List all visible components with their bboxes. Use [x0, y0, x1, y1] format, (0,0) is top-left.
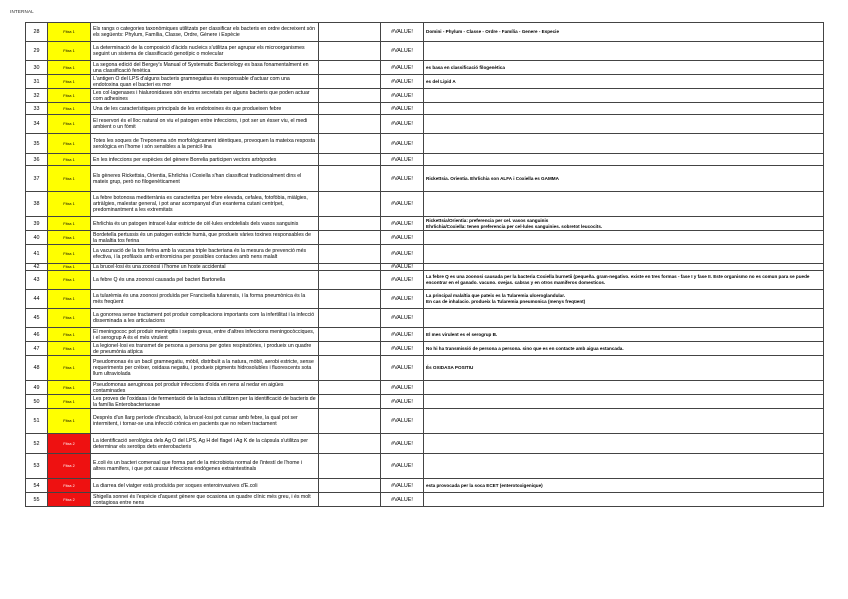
- note-cell[interactable]: [424, 134, 824, 154]
- status-badge[interactable]: Fitxa 1: [48, 75, 91, 89]
- value-cell[interactable]: #VALUE!: [381, 493, 424, 507]
- question-cell[interactable]: Els gèneres Rickettsia, Orientia, Ehrlichia i Coxiella s'han classificat tradicionalment dins el mateix grup, però no filogenèticament: [91, 166, 319, 192]
- status-badge[interactable]: Fitxa 1: [48, 42, 91, 61]
- status-badge[interactable]: Fitxa 1: [48, 61, 91, 75]
- blank-cell[interactable]: [319, 154, 381, 166]
- question-cell[interactable]: La segona edició del Bergey's Manual of Systematic Bacteriology es basa fonamentalment en una classificació fenètica: [91, 61, 319, 75]
- question-cell[interactable]: Totes les soques de Treponema són morfològicament idèntiques, provoquen la mateixa resposta serològica en l'home i són sensibles a la penicil·lina: [91, 134, 319, 154]
- blank-cell[interactable]: [319, 231, 381, 245]
- table-row: [26, 192, 824, 217]
- table-row: [26, 231, 824, 245]
- table-row: [26, 395, 824, 409]
- status-badge[interactable]: Fitxa 1: [48, 103, 91, 115]
- row-number[interactable]: 28: [26, 23, 48, 42]
- note-cell[interactable]: [424, 42, 824, 61]
- value-cell[interactable]: #VALUE!: [381, 264, 424, 271]
- value-cell[interactable]: #VALUE!: [381, 115, 424, 134]
- row-number[interactable]: 49: [26, 381, 48, 395]
- row-number[interactable]: 40: [26, 231, 48, 245]
- table-row: [26, 245, 824, 264]
- blank-cell[interactable]: [319, 342, 381, 356]
- table-row: [26, 42, 824, 61]
- value-cell[interactable]: #VALUE!: [381, 75, 424, 89]
- blank-cell[interactable]: [319, 290, 381, 309]
- note-cell[interactable]: [424, 409, 824, 434]
- table-row: [26, 61, 824, 75]
- table-row: [26, 381, 824, 395]
- note-cell[interactable]: [424, 103, 824, 115]
- blank-cell[interactable]: [319, 409, 381, 434]
- value-cell[interactable]: #VALUE!: [381, 61, 424, 75]
- row-number[interactable]: 45: [26, 309, 48, 328]
- status-badge[interactable]: Fitxa 1: [48, 395, 91, 409]
- table-row: [26, 115, 824, 134]
- status-badge[interactable]: Fitxa 1: [48, 309, 91, 328]
- table-row: [26, 356, 824, 381]
- note-cell[interactable]: Rickettsia. Orientia. Ehrlichia son ALFA i Coxiella es GAMMA: [424, 166, 824, 192]
- blank-cell[interactable]: [319, 89, 381, 103]
- question-cell[interactable]: El meningococ pot produir meningitis i sepsis greus, entre d'altres infeccions meningocòcciques, i el serogrup A és el més virulent: [91, 328, 319, 342]
- value-cell[interactable]: #VALUE!: [381, 395, 424, 409]
- status-badge[interactable]: Fitxa 1: [48, 154, 91, 166]
- note-cell[interactable]: [424, 264, 824, 271]
- note-cell[interactable]: [424, 309, 824, 328]
- question-cell[interactable]: La diarrea del viatger està produïda per soques enteroinvasives d'E.coli: [91, 479, 319, 493]
- value-cell[interactable]: #VALUE!: [381, 134, 424, 154]
- question-cell[interactable]: E.coli és un bacteri comensal que forma part de la microbiota normal de l'intestí de l'home i altres mamífers, i que pot causar infeccions endògenes extraintestinals: [91, 454, 319, 479]
- question-cell[interactable]: Pseudomonas aeruginosa pot produir infeccions d'oïda en nens al nedar en aigües contaminades: [91, 381, 319, 395]
- question-cell[interactable]: La gonorrea sense tractament pot produir complicacions importants com la infertilitat i la infecció disseminada a les articulacions: [91, 309, 319, 328]
- status-badge[interactable]: Fitxa 1: [48, 381, 91, 395]
- blank-cell[interactable]: [319, 61, 381, 75]
- table-row: [26, 493, 824, 507]
- value-cell[interactable]: #VALUE!: [381, 166, 424, 192]
- status-badge[interactable]: Fitxa 1: [48, 23, 91, 42]
- note-cell[interactable]: [424, 434, 824, 454]
- value-cell[interactable]: #VALUE!: [381, 290, 424, 309]
- table-row: [26, 134, 824, 154]
- note-cell[interactable]: [424, 381, 824, 395]
- row-number[interactable]: 54: [26, 479, 48, 493]
- note-cell[interactable]: La principal malaltia que pateix es la Tularemia ulceroglandular. En cas de inhalacio. produeix la Tularemia pneumonica (menys freqüent): [424, 290, 824, 309]
- value-cell[interactable]: #VALUE!: [381, 356, 424, 381]
- status-badge[interactable]: Fitxa 2: [48, 493, 91, 507]
- table-row: [26, 434, 824, 454]
- status-badge[interactable]: Fitxa 1: [48, 245, 91, 264]
- blank-cell[interactable]: [319, 264, 381, 271]
- note-cell[interactable]: [424, 245, 824, 264]
- value-cell[interactable]: #VALUE!: [381, 245, 424, 264]
- row-number[interactable]: 51: [26, 409, 48, 434]
- note-cell[interactable]: es del Lipid A: [424, 75, 824, 89]
- question-cell[interactable]: Una de les característiques principals de les endotoxines és que produeixen febre: [91, 103, 319, 115]
- note-cell[interactable]: [424, 454, 824, 479]
- table-row: [26, 409, 824, 434]
- blank-cell[interactable]: [319, 217, 381, 231]
- question-cell[interactable]: Els rangs o categories taxonòmiques utilitzats per classificar els bacteris en ordre decreixent són els següents: Phylum, Família, Classe, Ordre, Gènere i Espècie: [91, 23, 319, 42]
- table-row: [26, 89, 824, 103]
- note-cell[interactable]: esta provocada per la soca ECET (enterotoxigenique): [424, 479, 824, 493]
- status-badge[interactable]: Fitxa 1: [48, 134, 91, 154]
- note-cell[interactable]: [424, 231, 824, 245]
- note-cell[interactable]: El mes virulent es el serogrup B.: [424, 328, 824, 342]
- sensitivity-label: INTERNAL: [10, 9, 34, 14]
- note-cell[interactable]: La febre Q es una zoonosi causada per la bacteria Coxiella burnetii (pequeña. gram-negativo. existe en tres formas - fase I y fase II. Este organismo no es comun para se puede encontrar en el ganado. vacuno. ovejas. cabras y en otros mamiferos domesticos.: [424, 271, 824, 290]
- note-cell[interactable]: [424, 89, 824, 103]
- row-number[interactable]: 39: [26, 217, 48, 231]
- status-badge[interactable]: Fitxa 1: [48, 409, 91, 434]
- value-cell[interactable]: #VALUE!: [381, 271, 424, 290]
- question-cell[interactable]: La legionel·losi es transmet de persona a persona per gotes respiratòries, i produeix un quadre de pneumònia atípica: [91, 342, 319, 356]
- value-cell[interactable]: #VALUE!: [381, 89, 424, 103]
- question-cell[interactable]: Ehrlichia és un patogen intracel·lular estricte de cèl·lules endotelials dels vasos sanguinis: [91, 217, 319, 231]
- blank-cell[interactable]: [319, 42, 381, 61]
- blank-cell[interactable]: [319, 115, 381, 134]
- row-number[interactable]: 44: [26, 290, 48, 309]
- table-row: [26, 342, 824, 356]
- row-number[interactable]: 46: [26, 328, 48, 342]
- table-row: [26, 479, 824, 493]
- note-cell[interactable]: es basa en classificació filogenètica: [424, 61, 824, 75]
- blank-cell[interactable]: [319, 479, 381, 493]
- question-cell[interactable]: Les col·lagenases i hialuronidases són enzims secretats per alguns bacteris que poden actuar com adhesines: [91, 89, 319, 103]
- question-cell[interactable]: Bordetella pertussis és un patogen estricte humà, que produeix vàries toxines responsables de la malaltia tos ferina: [91, 231, 319, 245]
- value-cell[interactable]: #VALUE!: [381, 309, 424, 328]
- blank-cell[interactable]: [319, 192, 381, 217]
- status-badge[interactable]: Fitxa 2: [48, 434, 91, 454]
- question-cell[interactable]: Després d'un llarg període d'incubació, la brucel·losi pot cursar amb febre, la qual pot ser intermitent, i tornar-se una infecció crònica en pacients que no reben tractament: [91, 409, 319, 434]
- question-cell[interactable]: La determinació de la composició d'àcids nucleics s'utilitza per agrupar els microorganismes seguint un sistema de classificació genotípic o molecular: [91, 42, 319, 61]
- value-cell[interactable]: #VALUE!: [381, 479, 424, 493]
- value-cell[interactable]: #VALUE!: [381, 42, 424, 61]
- value-cell[interactable]: #VALUE!: [381, 103, 424, 115]
- note-cell[interactable]: [424, 115, 824, 134]
- table-row: [26, 271, 824, 290]
- value-cell[interactable]: #VALUE!: [381, 454, 424, 479]
- question-cell[interactable]: La febre botonosa mediterrània es caracteritza per febre elevada, cefalea, fotofòbia, miàlgies, artràlgies, malestar general, i pot anar acompanyat d'un exantema cutani centrípet, predominantment a les extremitats: [91, 192, 319, 217]
- value-cell[interactable]: #VALUE!: [381, 342, 424, 356]
- blank-cell[interactable]: [319, 395, 381, 409]
- status-badge[interactable]: Fitxa 1: [48, 271, 91, 290]
- row-number[interactable]: 30: [26, 61, 48, 75]
- note-cell[interactable]: [424, 192, 824, 217]
- blank-cell[interactable]: [319, 434, 381, 454]
- blank-cell[interactable]: [319, 75, 381, 89]
- row-number[interactable]: 47: [26, 342, 48, 356]
- question-cell[interactable]: La febre Q és una zoonosi causada pel bacteri Bartonella: [91, 271, 319, 290]
- blank-cell[interactable]: [319, 493, 381, 507]
- status-badge[interactable]: Fitxa 2: [48, 479, 91, 493]
- value-cell[interactable]: #VALUE!: [381, 154, 424, 166]
- note-cell[interactable]: [424, 493, 824, 507]
- blank-cell[interactable]: [319, 381, 381, 395]
- status-badge[interactable]: Fitxa 1: [48, 192, 91, 217]
- note-cell[interactable]: [424, 395, 824, 409]
- status-badge[interactable]: Fitxa 1: [48, 166, 91, 192]
- table-row: [26, 264, 824, 271]
- status-badge[interactable]: Fitxa 1: [48, 89, 91, 103]
- question-cell[interactable]: L'antigen O del LPS d'alguns bacteris gramnegatius és responsable d'actuar com una endotoxina quan el bacteri es mor: [91, 75, 319, 89]
- table-row: [26, 23, 824, 42]
- row-number[interactable]: 34: [26, 115, 48, 134]
- question-cell[interactable]: El reservori és el lloc natural on viu el patogen entre infeccions, i pot ser un ésser viu, el medi ambient o un fòmit: [91, 115, 319, 134]
- row-number[interactable]: 38: [26, 192, 48, 217]
- table-row: [26, 328, 824, 342]
- blank-cell[interactable]: [319, 245, 381, 264]
- blank-cell[interactable]: [319, 103, 381, 115]
- status-badge[interactable]: Fitxa 1: [48, 342, 91, 356]
- question-cell[interactable]: Les proves de l'oxidasa i de fermentació de la lactosa s'utilitzen per la identificació de bacteris de la família Enterobacteriaceae: [91, 395, 319, 409]
- row-number[interactable]: 29: [26, 42, 48, 61]
- note-cell[interactable]: És OXIDASA POSITIU: [424, 356, 824, 381]
- status-badge[interactable]: Fitxa 1: [48, 115, 91, 134]
- row-number[interactable]: 33: [26, 103, 48, 115]
- row-number[interactable]: 32: [26, 89, 48, 103]
- value-cell[interactable]: #VALUE!: [381, 328, 424, 342]
- table-row: [26, 103, 824, 115]
- value-cell[interactable]: #VALUE!: [381, 434, 424, 454]
- note-cell[interactable]: Domini - Phylum - Classe - Ordre - Família - Genere - Especie: [424, 23, 824, 42]
- table-row: [26, 290, 824, 309]
- quiz-table-body: [26, 23, 824, 507]
- value-cell[interactable]: #VALUE!: [381, 217, 424, 231]
- row-number[interactable]: 50: [26, 395, 48, 409]
- status-badge[interactable]: Fitxa 1: [48, 356, 91, 381]
- blank-cell[interactable]: [319, 23, 381, 42]
- status-badge[interactable]: Fitxa 2: [48, 454, 91, 479]
- value-cell[interactable]: #VALUE!: [381, 192, 424, 217]
- question-cell[interactable]: La tularèmia és una zoonosi produïda per Francisella tularensis, i la forma pneumònica és la més freqüent: [91, 290, 319, 309]
- row-number[interactable]: 48: [26, 356, 48, 381]
- table-row: [26, 75, 824, 89]
- row-number[interactable]: 42: [26, 264, 48, 271]
- row-number[interactable]: 52: [26, 434, 48, 454]
- blank-cell[interactable]: [319, 454, 381, 479]
- question-cell[interactable]: Shigella sonnei és l'espècie d'aquest gènere que ocasiona un quadre clínic més greu, i és molt contagiosa entre nens: [91, 493, 319, 507]
- question-cell[interactable]: En les infeccions per espècies del gènere Borrelia participen vectors artròpodes: [91, 154, 319, 166]
- table-row: [26, 454, 824, 479]
- blank-cell[interactable]: [319, 134, 381, 154]
- value-cell[interactable]: #VALUE!: [381, 409, 424, 434]
- question-cell[interactable]: La brucel·losi és una zoonosi i l'home un hoste accidental: [91, 264, 319, 271]
- note-cell[interactable]: [424, 154, 824, 166]
- question-cell[interactable]: La vacunació de la tos ferina amb la vacuna triple bacteriana és la mesura de prevenció més efectiva, i la profilaxis amb eritromicina per possibles contactes amb nens malalt: [91, 245, 319, 264]
- blank-cell[interactable]: [319, 309, 381, 328]
- blank-cell[interactable]: [319, 166, 381, 192]
- blank-cell[interactable]: [319, 356, 381, 381]
- row-number[interactable]: 41: [26, 245, 48, 264]
- status-badge[interactable]: Fitxa 1: [48, 264, 91, 271]
- status-badge[interactable]: Fitxa 1: [48, 217, 91, 231]
- table-row: [26, 217, 824, 231]
- note-cell[interactable]: No hi ha transmissió de persona a persona. sino que es en contacte amb aigua estancada.: [424, 342, 824, 356]
- value-cell[interactable]: #VALUE!: [381, 381, 424, 395]
- row-number[interactable]: 35: [26, 134, 48, 154]
- table-row: [26, 309, 824, 328]
- value-cell[interactable]: #VALUE!: [381, 23, 424, 42]
- note-cell[interactable]: Rickettsia/Orientia: preferencia per cel. vasos sanguinis Ehrlichia/Coxiella: tenen preferencia per cel·lules sanguinies. sobretot leucocits.: [424, 217, 824, 231]
- row-number[interactable]: 31: [26, 75, 48, 89]
- status-badge[interactable]: Fitxa 1: [48, 231, 91, 245]
- table-row: [26, 154, 824, 166]
- row-number[interactable]: 53: [26, 454, 48, 479]
- blank-cell[interactable]: [319, 271, 381, 290]
- row-number[interactable]: 55: [26, 493, 48, 507]
- status-badge[interactable]: Fitxa 1: [48, 328, 91, 342]
- row-number[interactable]: 37: [26, 166, 48, 192]
- blank-cell[interactable]: [319, 328, 381, 342]
- question-cell[interactable]: La identificació serològica dels Ag O del LPS, Ag H del flagel i Ag K de la càpsula s'utilitza per determinar els serotips dets enterobacteris: [91, 434, 319, 454]
- row-number[interactable]: 43: [26, 271, 48, 290]
- row-number[interactable]: 36: [26, 154, 48, 166]
- table-row: [26, 166, 824, 192]
- question-cell[interactable]: Pseudomonas és un bacil gramnegatiu, mòbil, distribuït a la natura, mòbil, aerobi estricte, sense requeriments per créixer, oxidasa negatiu, i produeix pigments hidrosolubles i fluorescents sota llum ultraviolada: [91, 356, 319, 381]
- status-badge[interactable]: Fitxa 1: [48, 290, 91, 309]
- value-cell[interactable]: #VALUE!: [381, 231, 424, 245]
- quiz-table: [25, 22, 824, 507]
